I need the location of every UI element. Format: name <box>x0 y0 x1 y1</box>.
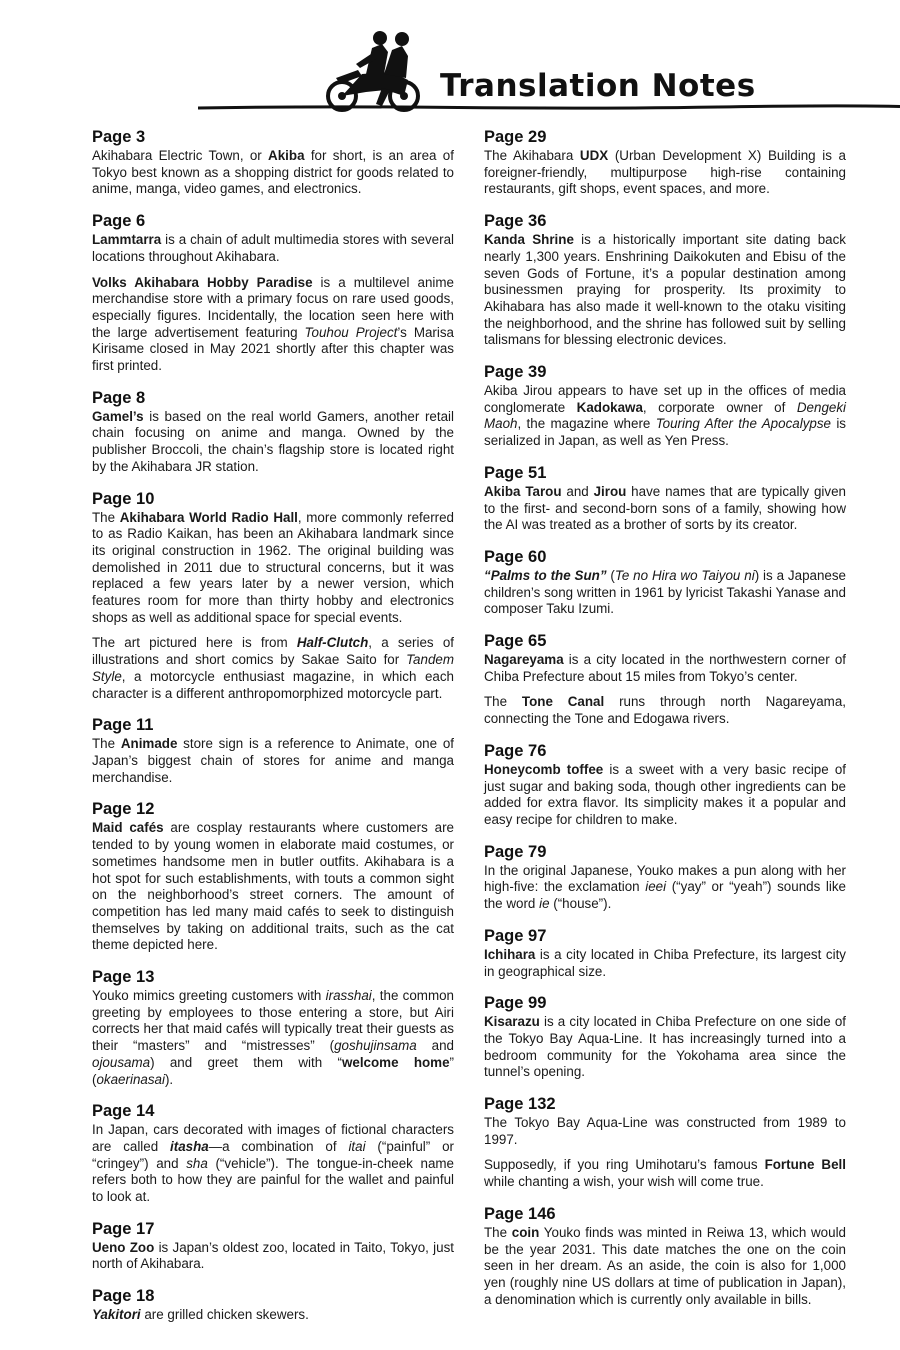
translation-note <box>92 1220 454 1273</box>
note-paragraph <box>484 232 846 349</box>
page-heading: Page 146 <box>484 1204 556 1223</box>
note-text: , the magazine where <box>517 416 656 432</box>
translation-note <box>484 843 846 913</box>
note-text: , more commonly referred to as Radio Kaikan, has been an Akihabara landmark since its original construction in 1962. The original building was demolished in 2011 due to structural concerns, but it was replaced a few years later by a newer version, which features room for more than thirty hobby and electronics shops as well as additional space for special events. <box>92 509 455 625</box>
note-text: , the common greeting by employees to those entering a store, but Airi corrects her that maid cafés will typically treat their guests as their “masters” and “mistresses” ( <box>92 988 454 1054</box>
emphasized-term: Touhou Project <box>304 324 398 340</box>
translation-note <box>484 994 846 1081</box>
translation-note <box>92 800 454 954</box>
note-text: Youko mimics greeting customers with <box>92 988 326 1004</box>
note-text: (“yay” or “yeah”) sounds like the word <box>484 879 846 912</box>
page-heading: Page 76 <box>484 741 547 760</box>
note-text: is a historically important site dating back nearly 1,300 years. Enshrining Daikokuten and Ebisu of the seven Gods of Fortune, it’s a popular destination among businessmen praying for prosperity. Its proximity to Akihabara has also made it well-known to the otaku visiting the neighborhood, and the shrine has followed suit by selling talismans for blessing electronic devices. <box>484 232 846 348</box>
emphasized-term: Animade <box>120 736 178 752</box>
note-text: ) is a Japanese children’s song written in 1961 by lyricist Takashi Yanase and composer Taku Izumi. <box>484 567 847 617</box>
note-paragraph <box>92 409 454 476</box>
note-text: is a city located in Chiba Prefecture, its largest city in geographical size. <box>484 946 846 979</box>
note-paragraph <box>92 148 454 198</box>
translation-note <box>92 212 454 375</box>
translation-note <box>484 1205 846 1309</box>
note-text: is a city located in Chiba Prefecture on one side of the Tokyo Bay Aqua-Line. It has increasingly turned into a bedroom community for the Yokohama area since the tunnel’s opening. <box>484 1014 846 1080</box>
page-heading: Page 60 <box>484 547 547 566</box>
note-text: The art pictured here is from <box>92 635 297 651</box>
note-text: The <box>92 736 121 752</box>
page-heading: Page 39 <box>484 363 547 382</box>
note-paragraph <box>92 1307 454 1324</box>
emphasized-term: Kisarazu <box>484 1014 540 1030</box>
note-text: and <box>561 483 594 499</box>
translation-note <box>484 128 846 198</box>
note-paragraph <box>92 988 454 1088</box>
note-text: Supposedly, if you ring Umihotaru’s famous <box>484 1157 765 1173</box>
note-text: The Tokyo Bay Aqua-Line was constructed from 1989 to 1997. <box>484 1115 846 1147</box>
note-text: is based on the real world Gamers, another retail chain focusing on anime and manga. Owned by the publisher Broccoli, the chain’s flagship store is located right by the Akihabara JR station. <box>92 408 454 474</box>
emphasized-term: Kanda Shrine <box>484 232 574 248</box>
note-text: , corporate owner of <box>642 399 797 415</box>
note-paragraph <box>484 762 846 829</box>
note-text: for short, is an area of Tokyo best known as a shopping district for goods related to anime, manga, video games, and electronics. <box>92 148 454 197</box>
page-heading: Page 51 <box>484 463 547 482</box>
note-text: ’s Marisa Kirisame closed in May 2021 shortly after this chapter was first printed. <box>92 324 454 374</box>
note-text: , a series of illustrations and short comics by Sakae Saito for <box>92 635 454 668</box>
translation-note <box>484 742 846 829</box>
note-paragraph <box>484 484 846 534</box>
note-paragraph <box>92 635 454 702</box>
notes-column-left <box>92 128 454 1338</box>
page-heading: Page 6 <box>92 212 146 231</box>
emphasized-term: sha <box>186 1155 208 1171</box>
note-text: store sign is a reference to Animate, one of Japan’s biggest chain of stores for anime and manga merchandise. <box>92 736 455 785</box>
note-text: The <box>484 1224 512 1240</box>
note-text: (“house”). <box>549 896 612 912</box>
emphasized-term: Volks Akihabara Hobby Paradise <box>92 274 313 290</box>
header-rule <box>198 104 900 110</box>
page-heading: Page 79 <box>484 842 547 861</box>
note-text: ) and greet them with “ <box>150 1054 342 1070</box>
emphasized-term: Honeycomb toffee <box>484 761 604 777</box>
note-text: is a sweet with a very basic recipe of just sugar and baking soda, though other ingredients can be added for extra flavor. Its simplicity makes it a popular and easy recipe for children to make. <box>484 761 846 827</box>
note-text: ). <box>164 1071 174 1087</box>
note-text: The <box>484 694 522 710</box>
emphasized-term: Akiba Tarou <box>484 483 562 499</box>
emphasized-term: Dengeki Maoh <box>484 399 847 432</box>
note-paragraph <box>484 652 846 685</box>
note-text: Akihabara Electric Town, or <box>92 148 269 163</box>
page-heading: Page 11 <box>92 716 154 735</box>
note-text: Youko finds was minted in Reiwa 13, which would be the year 2031. This date matches the one on the coin seen in her dream. As an aside, the coin is also for 1,000 yen (roughly nine US dollars at time of publication in Japan), a denomination which is currently only available in bills. <box>484 1224 846 1307</box>
note-text: (“vehicle”). The tongue-in-cheek name refers both to how they are painful for the wallet and painful to look at. <box>92 1155 455 1205</box>
note-paragraph <box>484 1157 846 1190</box>
note-paragraph <box>484 383 846 450</box>
note-text: (“painful” or “cringey”) and <box>92 1138 454 1171</box>
note-paragraph <box>92 232 454 265</box>
note-text: is a city located in the northwestern corner of Chiba Prefecture about 15 miles from Tokyo’s center. <box>484 652 846 684</box>
emphasized-term: welcome home <box>341 1054 450 1070</box>
emphasized-term: Yakitori <box>92 1307 141 1323</box>
note-text: while chanting a wish, your wish will come true. <box>484 1174 764 1190</box>
note-text: The Akihabara <box>484 148 580 163</box>
translation-note <box>484 548 846 618</box>
note-text: are cosplay restaurants where customers are tended to by young women in elaborate maid costumes, or sometimes handsome men in butler outfits. Akihabara is a hot spot for such establishments, with touts a common sight on the neighborhood’s street corners. The amount of competition has led many maid cafés to seek to distinguish themselves by taking on additional traits, such as the cat theme depicted here. <box>92 820 454 953</box>
emphasized-term: Lammtarra <box>92 232 162 248</box>
emphasized-term: ieei <box>645 879 667 895</box>
note-text: —a combination of <box>208 1138 349 1154</box>
page-heading: Page 99 <box>484 994 547 1013</box>
note-text: is a multilevel anime merchandise store with a primary focus on rare used goods, especially figures. Incidentally, the location seen here with the large advertisement featuring <box>92 274 454 340</box>
emphasized-term: Ueno Zoo <box>92 1239 155 1255</box>
page-heading: Page 14 <box>92 1102 155 1121</box>
note-text: are grilled chicken skewers. <box>140 1307 309 1323</box>
page-heading: Page 65 <box>484 632 547 651</box>
emphasized-term: Jirou <box>593 483 627 499</box>
emphasized-term: okaerinasai <box>96 1071 165 1087</box>
note-paragraph <box>484 863 846 913</box>
page-heading: Page 17 <box>92 1219 155 1238</box>
note-paragraph <box>92 1122 454 1206</box>
emphasized-term: goshujinsama <box>334 1038 417 1054</box>
note-paragraph <box>92 1240 454 1273</box>
emphasized-term: Tandem Style <box>92 652 454 684</box>
note-paragraph <box>484 568 846 618</box>
emphasized-term: Tone Canal <box>521 694 605 710</box>
translation-note <box>92 490 454 703</box>
note-paragraph <box>92 736 454 786</box>
page-heading: Page 13 <box>92 968 155 987</box>
translation-note <box>92 1287 454 1324</box>
translation-note <box>484 363 846 450</box>
page-title: Translation Notes <box>440 68 756 104</box>
emphasized-term: irasshai <box>325 988 372 1004</box>
page-heading: Page 3 <box>92 128 146 146</box>
emphasized-term: Maid cafés <box>92 820 164 836</box>
note-text: and <box>416 1038 455 1054</box>
emphasized-term: Kadokawa <box>576 399 643 415</box>
emphasized-term: Gamel’s <box>92 408 144 424</box>
note-text: have names that are typically given to the first- and second-born sons of a family, showing how the AI was treated as a brother of sorts by its creator. <box>484 483 846 533</box>
emphasized-term: Akiba <box>268 148 305 163</box>
note-text: Akiba Jirou appears to have set up in the offices of media conglomerate <box>484 383 846 415</box>
emphasized-term: ojousama <box>92 1054 151 1070</box>
translation-note <box>484 927 846 980</box>
note-paragraph <box>484 1225 846 1309</box>
emphasized-term: Te no Hira wo Taiyou ni <box>614 567 755 583</box>
note-text: is Japan’s oldest zoo, located in Taito, Tokyo, just north of Akihabara. <box>92 1239 454 1272</box>
translation-note <box>92 389 454 476</box>
note-paragraph <box>484 148 846 198</box>
note-text: In the original Japanese, Youko makes a pun along with her high-five: the exclamation <box>484 862 846 895</box>
emphasized-term: itai <box>348 1138 366 1154</box>
page-heading: Page 18 <box>92 1287 155 1306</box>
note-text: In Japan, cars decorated with images of fictional characters are called <box>92 1122 454 1154</box>
note-text: ( <box>606 567 615 583</box>
note-paragraph <box>484 694 846 727</box>
page-header <box>0 0 900 118</box>
emphasized-term: UDX <box>579 148 609 163</box>
translation-note <box>484 212 846 349</box>
page-heading: Page 36 <box>484 212 547 231</box>
note-text: The <box>92 509 120 525</box>
note-text: runs through north Nagareyama, connecting the Tone and Edogawa rivers. <box>484 694 846 727</box>
note-paragraph <box>92 820 454 954</box>
notes-column-right <box>484 128 846 1322</box>
note-paragraph <box>484 1014 846 1081</box>
emphasized-term: ie <box>539 896 550 912</box>
page-heading: Page 10 <box>92 489 155 508</box>
emphasized-term: Touring After the Apocalypse <box>655 416 831 432</box>
note-paragraph <box>92 510 454 627</box>
note-text: is a chain of adult multimedia stores with several locations throughout Akihabara. <box>92 232 454 264</box>
emphasized-term: Half-Clutch <box>296 635 369 651</box>
translation-note <box>484 464 846 534</box>
note-text: ” ( <box>92 1054 455 1087</box>
emphasized-term: coin <box>511 1224 540 1240</box>
note-paragraph <box>484 1115 846 1148</box>
emphasized-term: Akihabara World Radio Hall <box>119 509 298 525</box>
translation-note <box>92 716 454 786</box>
note-text: is serialized in Japan, as well as Yen Press. <box>484 416 846 449</box>
page-heading: Page 8 <box>92 388 146 407</box>
page-heading: Page 132 <box>484 1095 556 1114</box>
note-paragraph <box>92 275 454 375</box>
emphasized-term: Nagareyama <box>484 652 564 668</box>
translation-note <box>484 632 846 728</box>
note-paragraph <box>484 947 846 980</box>
translation-note <box>92 968 454 1088</box>
translation-note <box>484 1095 846 1191</box>
page-heading: Page 29 <box>484 128 547 146</box>
page-heading: Page 12 <box>92 800 155 819</box>
note-text: (Urban Development X) Building is a foreigner-friendly, multipurpose high-rise containing restaurants, gift shops, event spaces, and more. <box>484 148 846 197</box>
emphasized-term: “Palms to the Sun” <box>484 567 607 583</box>
translation-note <box>92 128 454 198</box>
translation-note <box>92 1102 454 1206</box>
emphasized-term: Ichihara <box>484 946 536 962</box>
emphasized-term: Fortune Bell <box>764 1157 846 1173</box>
note-text: , a motorcycle enthusiast magazine, in which each character is a different anthropomorphized motorcycle part. <box>92 668 454 701</box>
page-heading: Page 97 <box>484 926 547 945</box>
emphasized-term: itasha <box>170 1138 209 1154</box>
